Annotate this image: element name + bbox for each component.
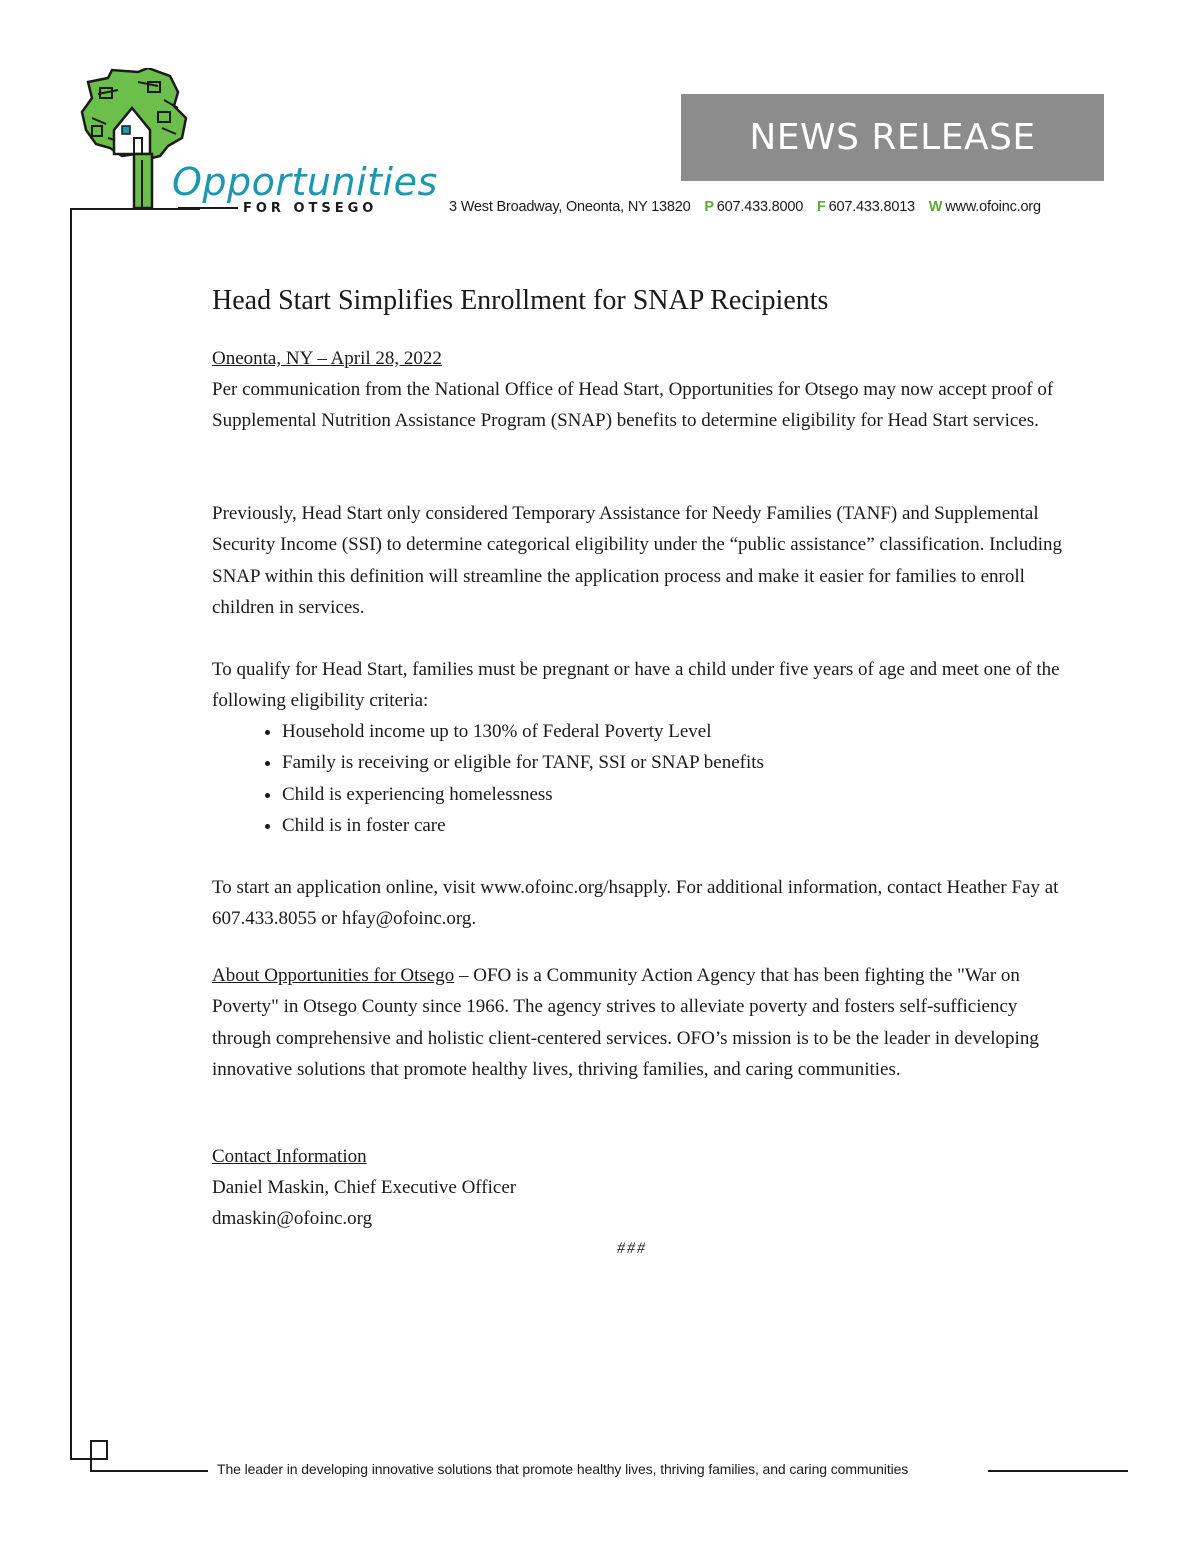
footer-tagline: The leader in developing innovative solutions that promote healthy lives, thriving families, and caring communities	[217, 1461, 909, 1477]
phone-label: P	[704, 199, 714, 215]
frame-top-line	[70, 208, 200, 210]
logo-subtitle: FOR OTSEGO	[243, 201, 378, 216]
frame-corner-box	[90, 1440, 108, 1460]
fax-label: F	[816, 199, 826, 215]
about-text: – OFO is a Community Action Agency that has been fighting the "War on Poverty" in Otsego County since 1966. The agency strives to alleviate poverty and fosters self-sufficiency through comprehensive and holistic client-centered services. OFO’s mission is to be the leader in developing innovative solutions that promote healthy lives, thriving families, and caring communities.	[212, 965, 1039, 1080]
eligibility-criteria-list	[250, 716, 982, 841]
footer-left-rule	[90, 1470, 208, 1472]
list-item: • Family is receiving or eligible for TANF, SSI or SNAP benefits	[282, 747, 982, 778]
frame-left-line	[70, 208, 72, 1460]
list-item: • Child is in foster care	[282, 810, 982, 841]
list-item: • Household income up to 130% of Federal Poverty Level	[282, 716, 982, 747]
end-mark: ###	[617, 1240, 647, 1257]
article-title: Head Start Simplifies Enrollment for SNAP Recipients	[212, 285, 829, 316]
dateline: Oneonta, NY – April 28, 2022	[212, 348, 442, 369]
header-address: 3 West Broadway, Oneonta, NY 13820	[449, 199, 691, 215]
paragraph-2: Previously, Head Start only considered Temporary Assistance for Needy Families (TANF) and Supplemental Security Income (SSI) to determine categorical eligibility under the “public assistance” classification. Including SNAP within this definition will streamline the application process and make it easier for families to enroll children in services.	[212, 503, 1062, 618]
contact-name: Daniel Maskin, Chief Executive Officer	[212, 1177, 517, 1198]
paragraph-4: To start an application online, visit www.ofoinc.org/hsapply. For additional information, contact Heather Fay at 607.433.8055 or hfay@ofoinc.org.	[212, 877, 1059, 930]
contact-email: dmaskin@ofoinc.org	[212, 1208, 373, 1229]
news-release-banner	[681, 94, 1104, 181]
frame-bottom-hook	[70, 1458, 92, 1460]
banner-text: NEWS RELEASE	[749, 117, 1036, 158]
about-paragraph	[212, 960, 1062, 1085]
header-web: www.ofoinc.org	[945, 199, 1041, 215]
header-contact-line	[449, 199, 1041, 215]
contact-heading: Contact Information	[212, 1146, 367, 1167]
footer-right-rule	[988, 1470, 1128, 1472]
header-fax: 607.433.8013	[828, 199, 915, 215]
paragraph-1: Per communication from the National Office of Head Start, Opportunities for Otsego may now accept proof of Supplemental Nutrition Assistance Program (SNAP) benefits to determine eligibility for Head Start services.	[212, 379, 1054, 432]
list-item: • Child is experiencing homelessness	[282, 779, 982, 810]
header-phone: 607.433.8000	[716, 199, 804, 215]
about-heading: About Opportunities for Otsego	[212, 965, 455, 986]
logo-wordmark: Opportunities	[172, 160, 438, 204]
paragraph-3: To qualify for Head Start, families must be pregnant or have a child under five years of age and meet one of the following eligibility criteria:	[212, 659, 1060, 712]
web-label: W	[928, 199, 943, 215]
